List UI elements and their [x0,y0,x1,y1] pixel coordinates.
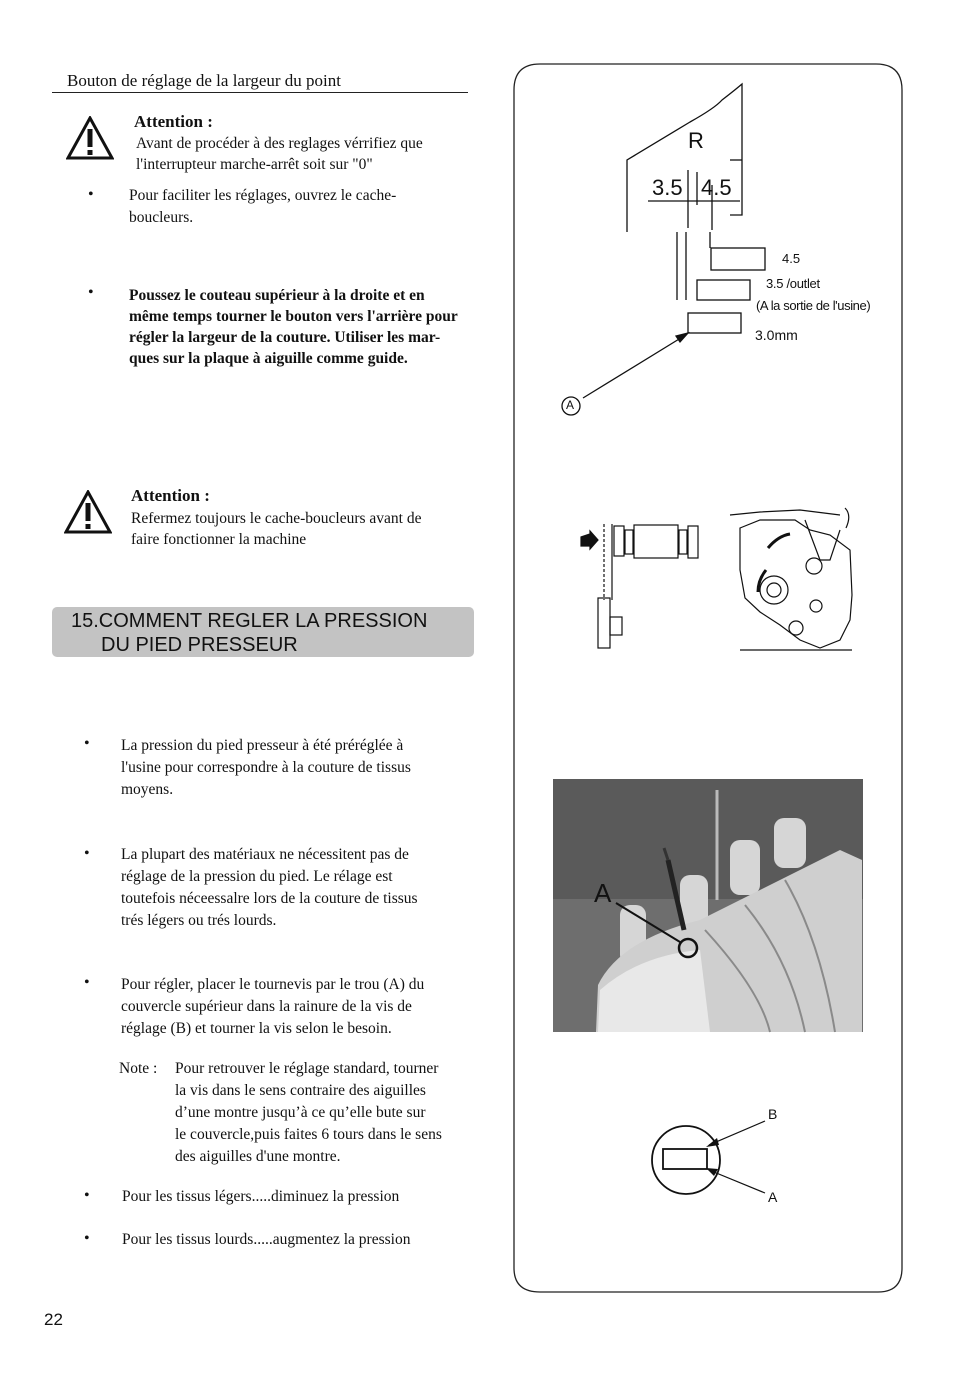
text-line: réglage de la pression du pied. Le rélage est [121,868,393,885]
note-label: Note : [119,1060,158,1077]
page-number: 22 [44,1310,63,1329]
text-line: couvercle supérieur dans la rainure de la vis de [121,998,412,1015]
bullet-glyph: • [88,186,94,203]
mark-45-label: 4.5 [782,251,801,266]
text-line: trés légers ou trés lourds. [121,912,277,929]
figure-frame [514,64,902,1292]
chapter-title-line2: DU PIED PRESSEUR [101,634,298,656]
text-line: Pour régler, placer le tournevis par le trou (A) du [121,976,425,993]
warning-line: l'interrupteur marche-arrêt soit sur "0" [136,156,373,173]
text-line: toutefois néceessalre lors de la couture de tissus [121,890,418,907]
dial-scale-left: 3.5 [652,175,683,200]
bullet-text: Pour les tissus légers.....diminuez la pression [122,1188,400,1205]
text-line: ques sur la plaque à aiguille comme guide. [129,350,408,367]
mark-30-label: 3.0mm [755,327,798,343]
section-heading: Bouton de réglage de la largeur du point [52,70,468,93]
photo-a-label: A [594,878,612,908]
bullet-glyph: • [88,284,94,301]
bullet-glyph: • [84,735,90,752]
chapter-title-line1: 15.COMMENT REGLER LA PRESSION [71,610,428,632]
text-line: moyens. [121,781,174,798]
text-line: la vis dans le sens contraire des aiguilles [175,1082,426,1099]
text-line: le couvercle,puis faites 6 tours dans le sens [175,1126,442,1143]
warning-line: Refermez toujours le cache-boucleurs avant de [131,510,422,527]
screw-diagram [652,1121,765,1194]
text-line: des aiguilles d'une montre. [175,1148,341,1165]
text-line: l'usine pour correspondre à la couture de tissus [121,759,411,776]
text-line: réglage (B) et tourner la vis selon le besoin. [121,1020,392,1037]
text-line: La pression du pied presseur à été préréglée à [121,737,404,754]
warning-line: Avant de procéder à des reglages vérrifiez que [136,135,423,152]
warning-line: faire fonctionner la machine [131,531,307,548]
text-line: Pour faciliter les réglages, ouvrez le cache- [129,187,397,204]
bullet-glyph: • [84,845,90,862]
text-line: régler la largeur de la couture. Utiliser les mar- [129,329,441,346]
screw-a-label: A [768,1189,778,1205]
text-line: La plupart des matériaux ne nécessitent pas de [121,846,409,863]
text-line: même temps tourner le bouton vers l'arrière pour [129,308,458,325]
mark-35-label: 3.5 /outlet [766,276,820,291]
bullet-glyph: • [84,1187,90,1204]
text-line: d’une montre jusqu’à ce qu’elle bute sur [175,1104,426,1121]
warning-title: Attention : [134,112,213,131]
screw-b-label: B [768,1106,778,1122]
knife-mechanism-figure [581,508,852,650]
mark-35-sub-label: (A la sortie de l'usine) [756,298,871,313]
bullet-text: Pour les tissus lourds.....augmentez la pression [122,1231,411,1248]
dial-scale-right: 4.5 [701,175,732,200]
width-dial-figure [562,84,765,415]
warning-title: Attention : [131,486,210,505]
text-line: Pour retrouver le réglage standard, tourner [175,1060,439,1077]
bullet-glyph: • [84,974,90,991]
pointer-a-label: A [566,398,575,412]
text-line: boucleurs. [129,209,194,226]
text-line: Poussez le couteau supérieur à la droite et en [129,287,425,304]
dial-letter: R [688,128,704,153]
bullet-glyph: • [84,1230,90,1247]
